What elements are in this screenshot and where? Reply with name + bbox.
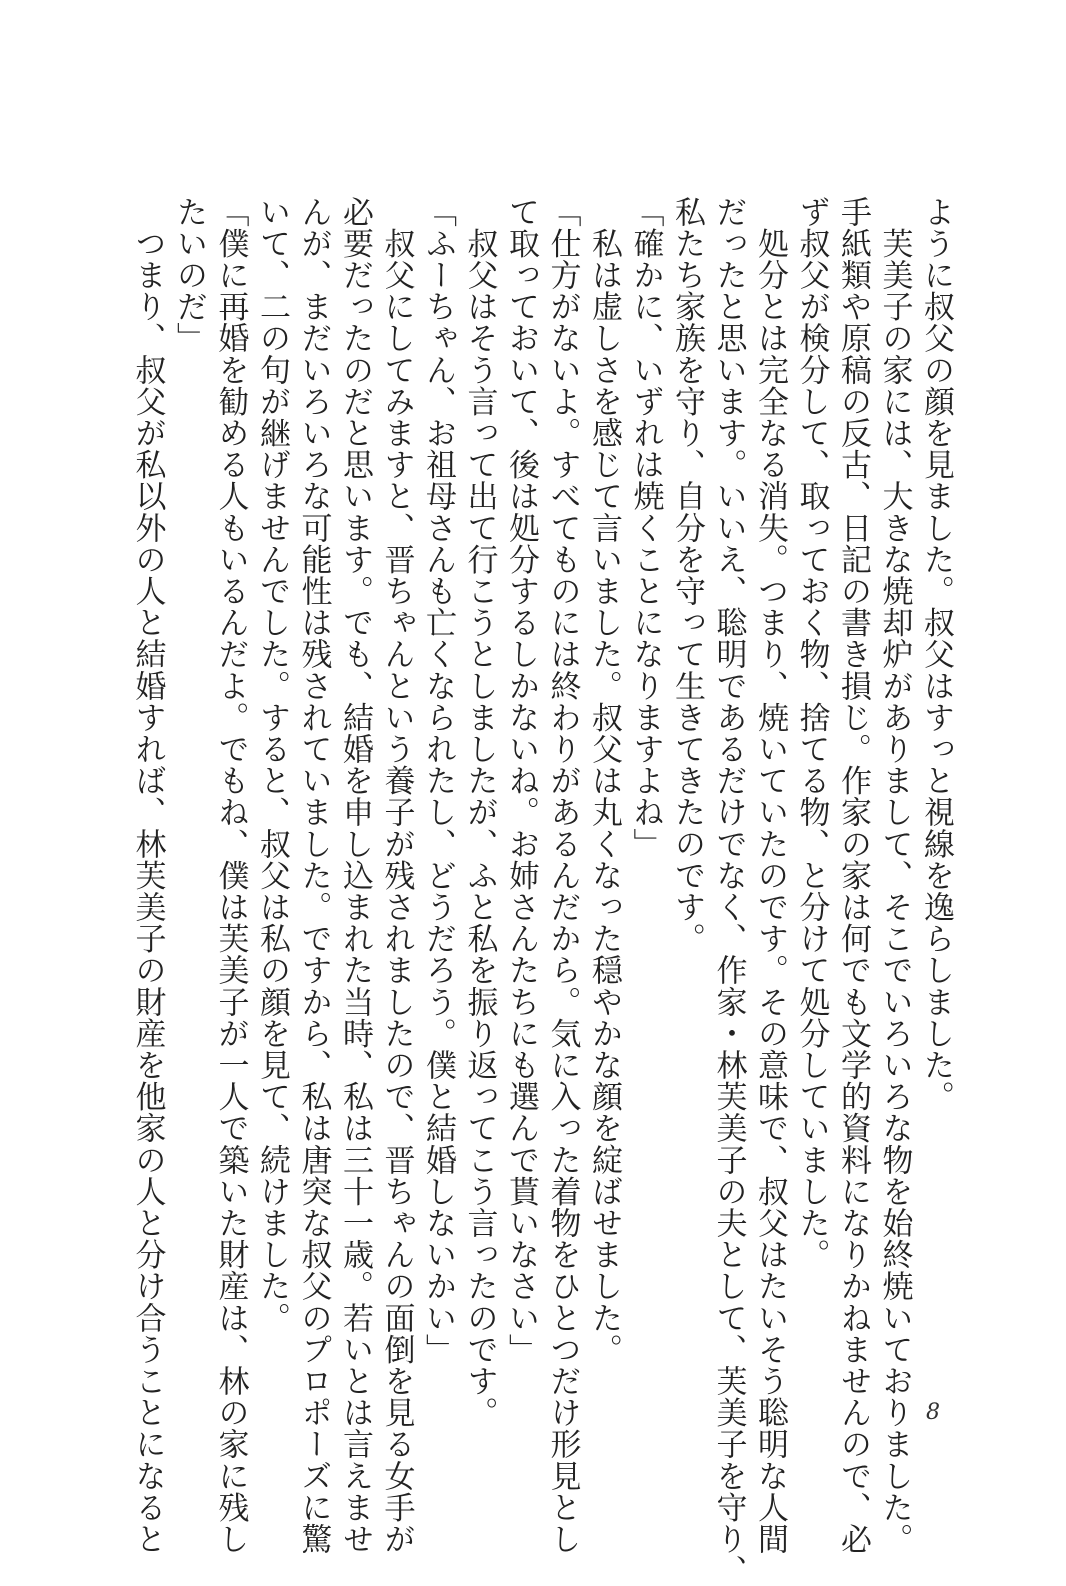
text-line: 私は虚しさを感じて言いました。叔父は丸くなった穏やかな顔を綻ばせました。 — [586, 196, 622, 1366]
text-line: 「僕に再婚を勧める人もいるんだよ。でもね、僕は芙美子が一人で築いた財産は、林の家に残し — [212, 196, 249, 1555]
text-line: 手紙類や原稿の反古、日記の書き損じ。作家の家は何でも文学的資料になりかねませんので、必 — [835, 196, 871, 1555]
text-line: 必要だったのだと思います。でも、結婚を申し込まれた当時、私は三十一歳。若いとは言えませ — [337, 196, 373, 1555]
text-line: ず叔父が検分して、取っておく物、捨てる物、と分けて処分していました。 — [793, 196, 830, 1271]
text-line: 芙美子の家には、大きな焼却炉がありまして、そこでいろいろな物を始終焼いておりました。 — [876, 196, 913, 1555]
text-line: て取っておいて、後は処分するしかないね。お姉さんたちにも選んで貰いなさい」 — [503, 196, 539, 1366]
text-line: だったと思います。いいえ、聡明であるだけでなく、作家・林芙美子の夫として、芙美子を守り、 — [710, 196, 747, 1586]
text-line: 「ふーちゃん、お祖母さんも亡くなられたし、どうだろう。僕と結婚しないかい」 — [420, 196, 456, 1366]
text-line: たいのだ」 — [171, 196, 207, 354]
text-line: いて、二の句が継げませんでした。すると、叔父は私の顔を見て、続けました。 — [254, 196, 290, 1334]
text-line: 私たち家族を守り、自分を守って生きてきたのです。 — [669, 196, 705, 955]
text-line: 「仕方がないよ。すべてものには終わりがあるんだから。気に入った着物をひとつだけ形見とし — [544, 196, 581, 1555]
text-line: 処分とは完全なる消失。つまり、焼いていたのです。その意味で、叔父はたいそう聡明な人間 — [752, 196, 788, 1555]
text-line: つまり、叔父が私以外の人と結婚すれば、林芙美子の財産を他家の人と分け合うことになると — [129, 196, 166, 1555]
text-line: 「確かに、いずれは焼くことになりますよね」 — [627, 196, 664, 860]
vertical-body-text — [126, 196, 956, 1586]
page-number: 8 — [926, 1400, 940, 1425]
text-line: んが、まだいろいろな可能性は残されていました。ですから、私は唐突な叔父のプロポーズに驚 — [295, 196, 332, 1555]
text-line: 叔父はそう言って出て行こうとしましたが、ふと私を振り返ってこう言ったのです。 — [461, 196, 498, 1429]
text-line: 叔父にしてみますと、晋ちゃんという養子が残されましたので、晋ちゃんの面倒を見る女手が — [378, 196, 415, 1555]
text-line: ように叔父の顔を見ました。叔父はすっと視線を逸らしました。 — [918, 196, 954, 1113]
